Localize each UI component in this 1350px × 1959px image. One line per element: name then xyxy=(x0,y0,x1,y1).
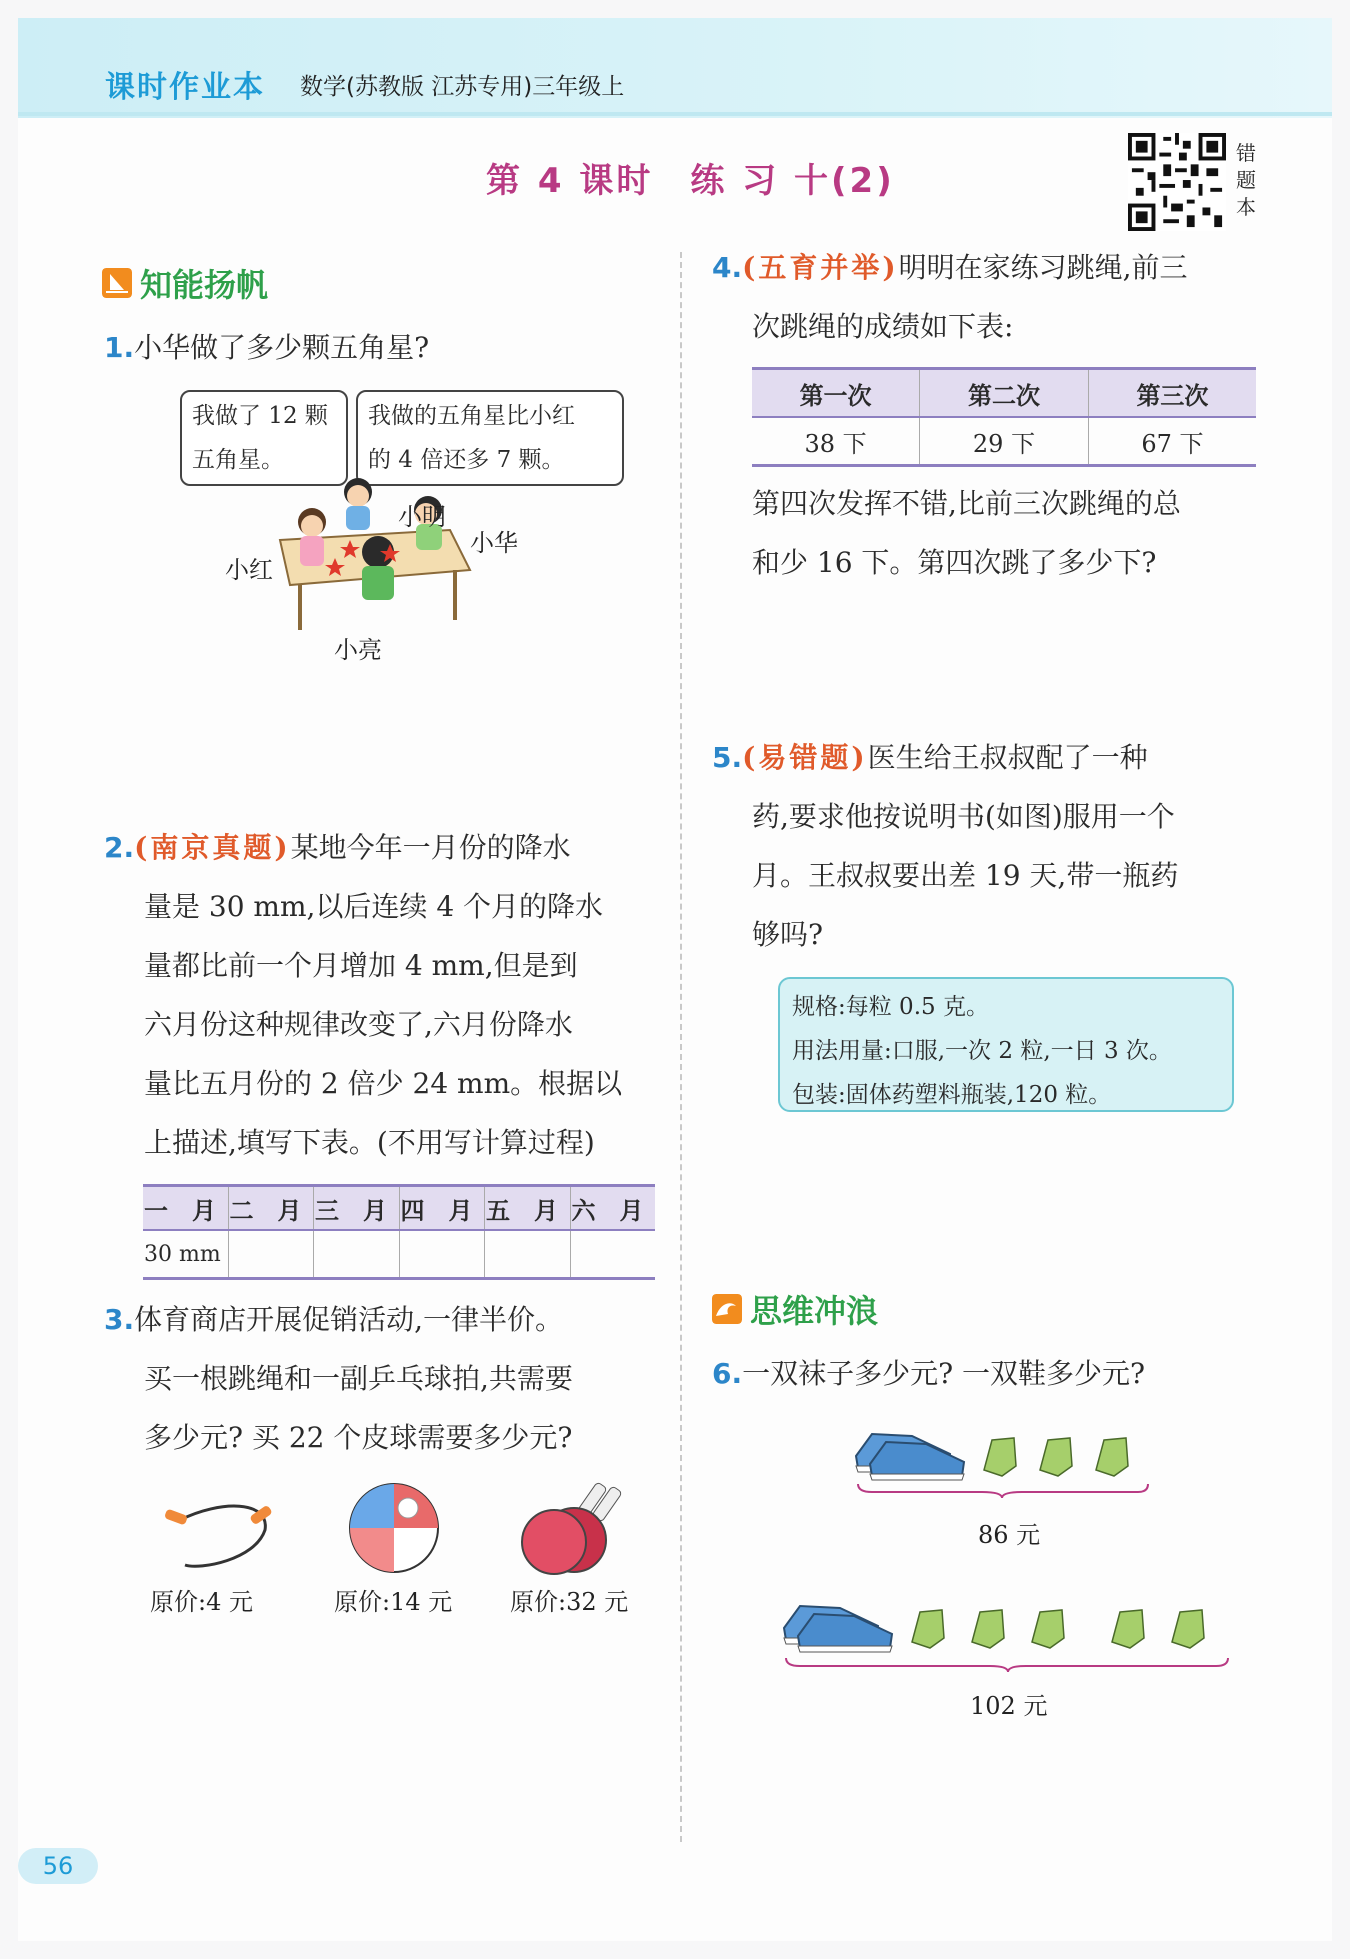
label-xiaohong: 小红 xyxy=(225,556,273,584)
header-jun: 六 月 xyxy=(571,1195,644,1225)
label-xiaoliang: 小亮 xyxy=(334,636,382,664)
column-divider xyxy=(680,252,682,1842)
page-number: 56 xyxy=(18,1848,98,1884)
jump-rope-table xyxy=(752,367,1256,467)
header-third: 第三次 xyxy=(1136,381,1209,410)
header-second: 第二次 xyxy=(920,369,1089,418)
cell-apr[interactable] xyxy=(399,1230,485,1279)
cell-jan: 30 mm xyxy=(143,1230,228,1279)
q4-continuation: 第四次发挥不错,比前三次跳绳的总 和少 16 下。第四次跳了多少下? xyxy=(752,487,1181,579)
book-subject: 数学(苏教版 江苏专用)三年级上 xyxy=(300,74,625,100)
section-basic: 知能扬帆 xyxy=(102,260,268,306)
header-feb: 二 月 xyxy=(228,1186,314,1231)
medicine-instructions: 规格:每粒 0.5 克。 用法用量:口服,一次 2 粒,一日 3 次。 包装:固体药塑料瓶装,120 粒。 xyxy=(778,977,1234,1112)
total-102: 102 元 xyxy=(970,1692,1048,1720)
qr-code-icon[interactable] xyxy=(1128,133,1226,231)
shoes-socks-group-2 xyxy=(780,1582,1236,1674)
q6-prompt: 6.一双袜子多少元? 一双鞋多少元? xyxy=(712,1357,1146,1390)
shoe-pair-icon xyxy=(856,1434,964,1480)
cell-mar[interactable] xyxy=(314,1230,400,1279)
children-table-illustration xyxy=(250,470,480,640)
lesson-title: 第 4 课时 练 习 十(2) xyxy=(486,161,895,201)
total-86: 86 元 xyxy=(978,1521,1041,1549)
cell-jun[interactable] xyxy=(570,1230,655,1279)
q2-prompt: 2.(南京真题)某地今年一月份的降水 量是 30 mm,以后连续 4 个月的降水 量都比前一个月增加 4 mm,但是到 六月份这种规律改变了,六月份降水 量比五月份的 2 倍少 24 mm。根据以 上描述,填写下表。(不用写计算过程) xyxy=(104,831,623,1159)
header-apr: 四 月 xyxy=(399,1186,485,1231)
ping-pong-paddles-icon xyxy=(516,1478,626,1578)
header-jan: 一 月 xyxy=(143,1186,228,1231)
cell-second: 29 下 xyxy=(920,417,1089,466)
cell-third: 67 下 xyxy=(1141,429,1204,458)
section-thinking: 思维冲浪 xyxy=(712,1286,878,1332)
speech-bubble-xiaohua: 我做的五角星比小红 的 4 倍还多 7 颗。 xyxy=(356,390,624,486)
header-may: 五 月 xyxy=(485,1186,571,1231)
price-paddles: 原价:32 元 xyxy=(510,1588,629,1616)
speech-bubble-xiaohong: 我做了 12 颗 五角星。 xyxy=(180,390,348,486)
shoes-socks-group-1 xyxy=(852,1410,1152,1500)
header-divider xyxy=(18,112,1332,116)
label-xiaohua: 小华 xyxy=(470,529,518,557)
q1-prompt: 1.小华做了多少颗五角星? xyxy=(104,331,430,364)
label-xiaoming: 小明 xyxy=(398,503,446,531)
ball-icon xyxy=(346,1480,442,1576)
q4-prompt: 4.(五育并举)明明在家练习跳绳,前三 次跳绳的成绩如下表: xyxy=(712,251,1188,343)
cell-first: 38 下 xyxy=(752,417,920,466)
q5-prompt: 5.(易错题)医生给王叔叔配了一种 药,要求他按说明书(如图)服用一个 月。王叔叔要出差 19 天,带一瓶药 够吗? xyxy=(712,741,1179,951)
sail-icon xyxy=(102,268,132,298)
header-first: 第一次 xyxy=(752,369,920,418)
price-ball: 原价:14 元 xyxy=(334,1588,453,1616)
cell-feb[interactable] xyxy=(228,1230,314,1279)
qr-label: 错 题 本 xyxy=(1236,141,1256,219)
header-mar: 三 月 xyxy=(314,1186,400,1231)
book-brand: 课时作业本 xyxy=(105,70,265,105)
jump-rope-icon xyxy=(160,1490,285,1575)
price-rope: 原价:4 元 xyxy=(150,1588,253,1616)
cell-may[interactable] xyxy=(485,1230,571,1279)
wave-icon xyxy=(712,1294,742,1324)
rainfall-table xyxy=(143,1184,655,1280)
q3-prompt: 3.体育商店开展促销活动,一律半价。 买一根跳绳和一副乒乓球拍,共需要 多少元? 买 22 个皮球需要多少元? xyxy=(104,1303,573,1454)
